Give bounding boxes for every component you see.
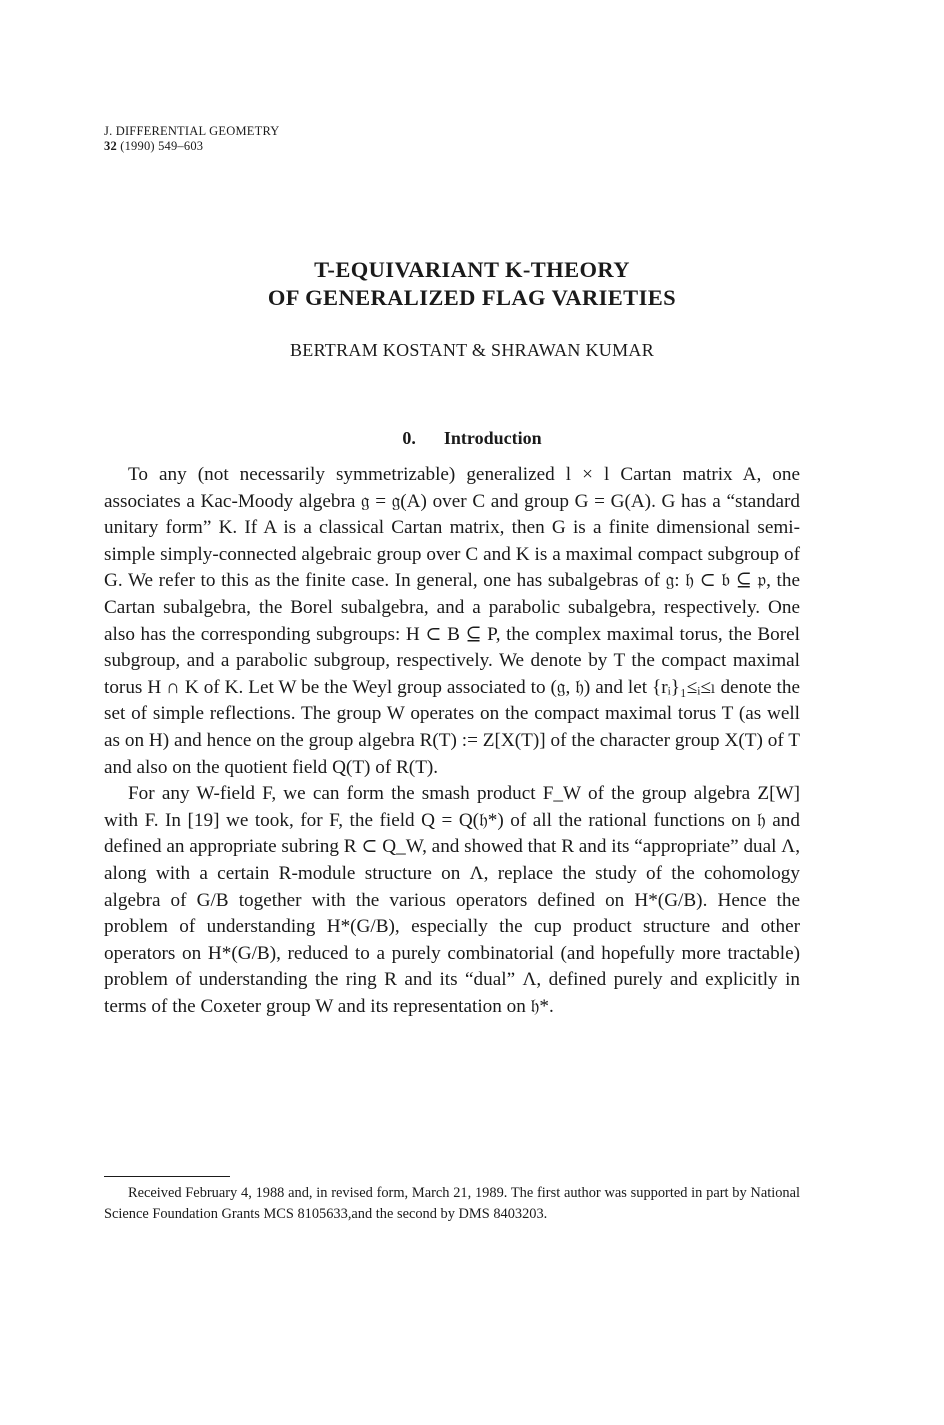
journal-year-pages: (1990) 549–603 — [120, 139, 204, 153]
title-line-2: OF GENERALIZED FLAG VARIETIES — [267, 285, 677, 310]
journal-name: J. DIFFERENTIAL GEOMETRY — [104, 124, 280, 138]
footnote-text: Received February 4, 1988 and, in revised form, March 21, 1989. The first author was supported in part by National Science Foundation Grants MCS 8105633,and the second by DMS 8403203. — [104, 1185, 800, 1222]
journal-header — [104, 124, 280, 154]
footnote-rule — [104, 1176, 230, 1177]
body-text — [104, 462, 800, 1020]
journal-volume: 32 — [104, 139, 117, 153]
paragraph-2: For any W-field F, we can form the smash product F_W of the group algebra Z[W] with F. In [19] we took, for F, the field Q = Q(𝔥*) of all the rational functions on 𝔥 and defined an appropriate subring R ⊂ Q_W, and showed that R and its “appropriate” dual Λ, along with a certain R-module structure on Λ, replace the study of the cohomology algebra of G/B together with the various operators defined on H*(G/B). Hence the problem of understanding H*(G/B), especially the cup product structure and other operators on H*(G/B), reduced to a purely combinatorial (and hopefully more tractable) problem of understanding the ring R and its “dual” Λ, defined purely and explicitly in terms of the Coxeter group W and its representation on 𝔥*. — [104, 783, 800, 1017]
paragraph-1: To any (not necessarily symmetrizable) generalized l × l Cartan matrix A, one associates a Kac-Moody algebra 𝔤 = 𝔤(A) over C and group G = G(A). G has a “standard unitary form” K. If A is a classical Cartan matrix, then G is a finite dimensional semi-simple simply-connected algebraic group over C and K is a maximal compact subgroup of G. We refer to this as the finite case. In general, one has subalgebras of 𝔤: 𝔥 ⊂ 𝔟 ⊆ 𝔭, the Cartan subalgebra, the Borel subalgebra, and a parabolic subalgebra, respectively. One also has the corresponding subgroups: H ⊂ B ⊆ P, the complex maximal torus, the Borel subgroup, and a parabolic subgroup, respectively. We denote by T the compact maximal torus H ∩ K of K. Let W be the Weyl group associated to (𝔤, 𝔥) and let {rᵢ}₁≤ᵢ≤ₗ denote the set of simple reflections. The group W operates on the compact maximal torus T (as well as on H) and hence on the group algebra R(T) := Z[X(T)] of the character group X(T) of T and also on the quotient field Q(T) of R(T). — [104, 464, 800, 778]
section-heading — [0, 428, 944, 449]
paper-title — [0, 256, 944, 312]
footnote — [104, 1183, 800, 1224]
section-title: Introduction — [443, 428, 542, 448]
title-line-1: T-EQUIVARIANT K-THEORY — [314, 257, 630, 282]
section-number: 0. — [402, 428, 416, 448]
journal-volume-line — [104, 139, 280, 154]
authors: BERTRAM KOSTANT & SHRAWAN KUMAR — [289, 340, 655, 360]
